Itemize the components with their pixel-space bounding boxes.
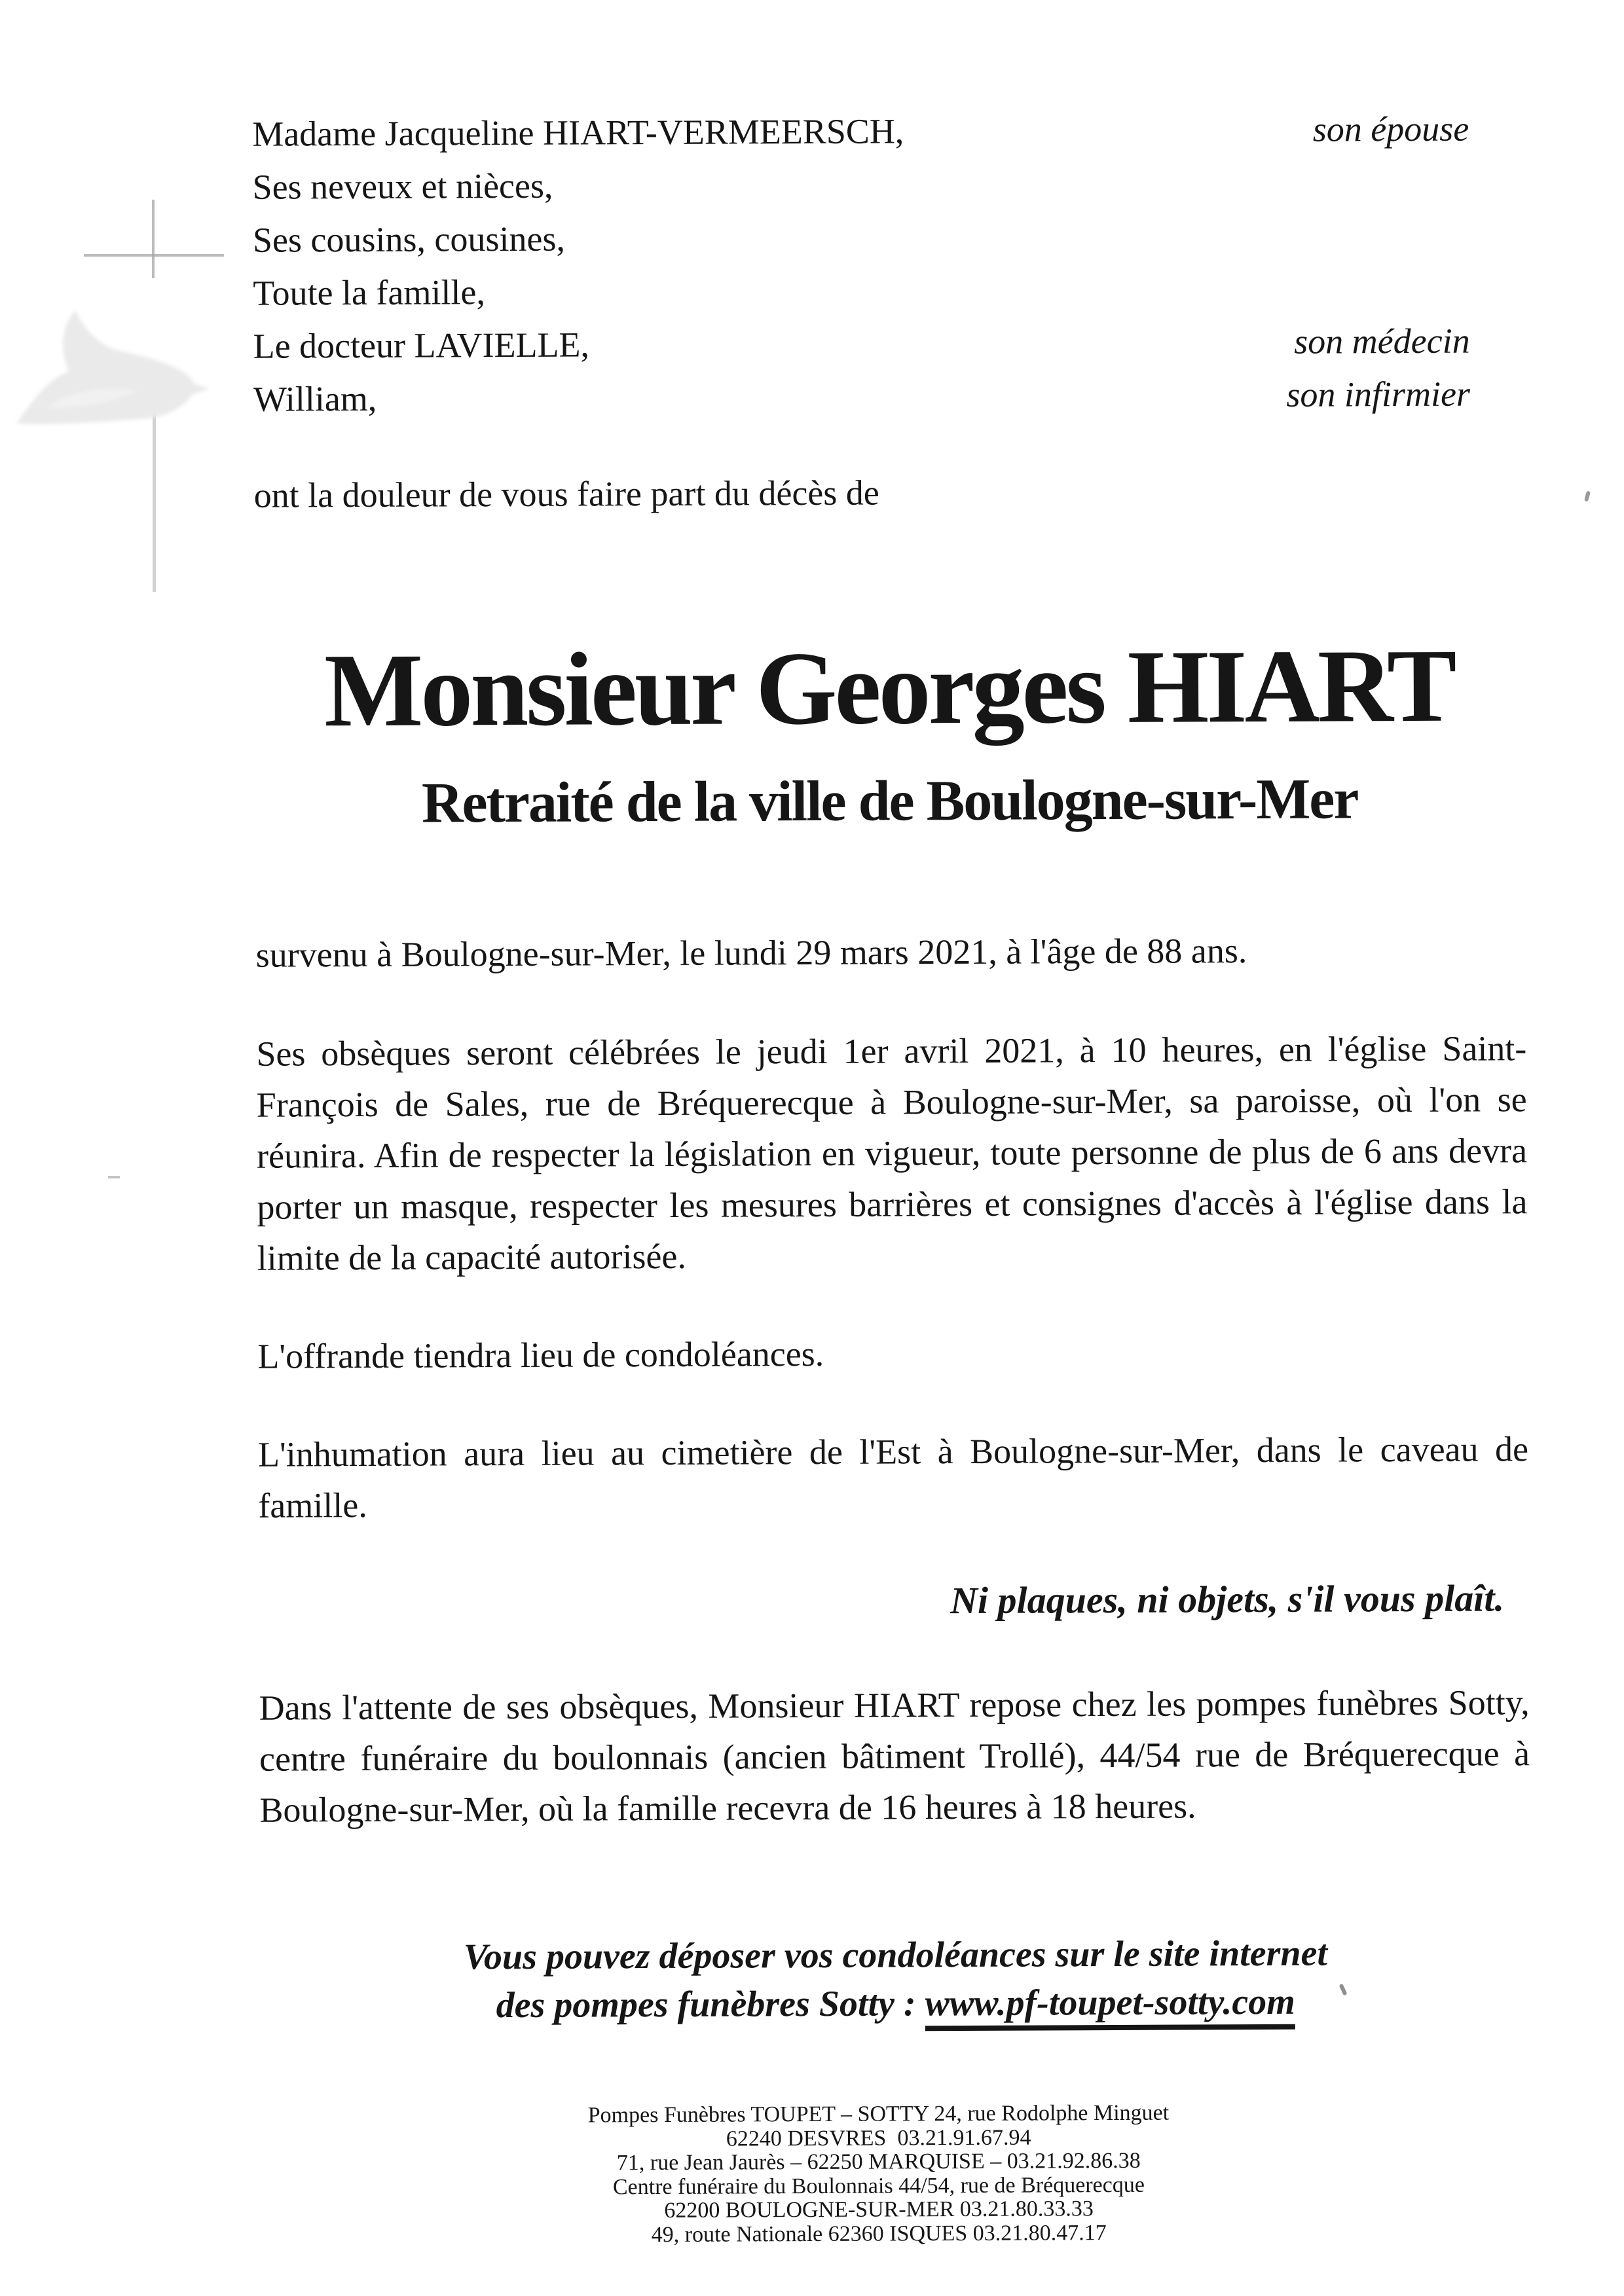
funeral-home-address-line: 49, route Nationale 62360 ISQUES 03.21.80.47.17 <box>651 2220 1107 2247</box>
relation-spouse-label: son épouse <box>1312 109 1469 149</box>
funeral-home-address-line: 62200 BOULOGNE-SUR-MER 03.21.80.33.33 <box>664 2196 1094 2223</box>
condolences-line-2-prefix: des pompes funèbres Sotty : <box>496 1983 925 2026</box>
death-notice: survenu à Boulogne-sur-Mer, le lundi 29 mars 2021, à l'âge de 88 ans. <box>255 931 1247 975</box>
family-row <box>253 368 1470 426</box>
family-row <box>253 209 1469 267</box>
funeral-home-footer <box>227 2100 1530 2249</box>
family-member-whole-family: Toute la famille, <box>253 272 486 313</box>
funeral-home-address-line: Pompes Funèbres TOUPET – SOTTY 24, rue Rodolphe Minguet <box>587 2100 1170 2128</box>
funeral-home-address-line: 71, rue Jean Jaurès – 62250 MARQUISE – 03.21.92.86.38 <box>616 2148 1141 2176</box>
funeral-home-address-line: Centre funéraire du Boulonnais 44/54, rue de Bréquerecque <box>612 2172 1145 2199</box>
repose-details: Dans l'attente de ses obsèques, Monsieur HIART repose chez les pompes funèbres Sotty, centre funéraire du boulonnais (ancien bâtiment Trollé), 44/54 rue de Bréquerecque à Boulogne-sur-Mer, où la famille recevra de 16 heures à 18 heures. <box>259 1683 1530 1830</box>
funeral-home-address-line: 62240 DESVRES 03.21.91.67.94 <box>726 2125 1031 2151</box>
announcement-line: ont la douleur de vous faire part du décès de <box>253 473 879 515</box>
burial-details: L'inhumation aura lieu au cimetière de l'Est à Boulogne-sur-Mer, dans le caveau de famille. <box>257 1429 1529 1525</box>
relation-doctor-label: son médecin <box>1294 321 1470 361</box>
condolences-block <box>260 1928 1531 2030</box>
family-block <box>252 103 1470 426</box>
offering-line: L'offrande tiendra lieu de condoléances. <box>257 1334 824 1376</box>
family-row <box>252 103 1469 161</box>
condolences-line-1: Vous pouvez déposer vos condoléances sur le site internet <box>463 1933 1328 1978</box>
family-member-wife: Madame Jacqueline HIART-VERMEERSCH, <box>252 111 904 154</box>
condolences-line-2 <box>261 1977 1531 2030</box>
funeral-home-website: www.pf-toupet-sotty.com <box>925 1982 1295 2031</box>
family-member-cousins: Ses cousins, cousines, <box>252 219 566 260</box>
funeral-service-details: Ses obsèques seront célébrées le jeudi 1er avril 2021, à 10 heures, en l'église Saint-François de Sales, rue de Bréquerecque à Boulogne-sur-Mer, sa paroisse, où l'on se réunira. Afin de respecter la législation en vigueur, toute personne de plus de 6 ans devra porter un masque, respecter les mesures barrières et consignes d'accès à l'église dans la limite de la capacité autorisée. <box>256 1029 1528 1278</box>
relation-nurse-label: son infirmier <box>1286 374 1471 414</box>
family-row <box>252 156 1469 214</box>
family-member-william: William, <box>253 378 377 419</box>
family-member-doctor: Le docteur LAVIELLE, <box>253 325 590 366</box>
deceased-occupation: Retraité de la ville de Boulogne-sur-Mer <box>421 767 1358 835</box>
family-member-nephews: Ses neveux et nièces, <box>252 166 553 207</box>
family-row <box>253 315 1469 373</box>
no-plaques-request: Ni plaques, ni objets, s'il vous plaît. <box>950 1576 1505 1622</box>
family-row <box>253 262 1469 320</box>
deceased-name: Monsieur Georges HIART <box>323 627 1455 749</box>
